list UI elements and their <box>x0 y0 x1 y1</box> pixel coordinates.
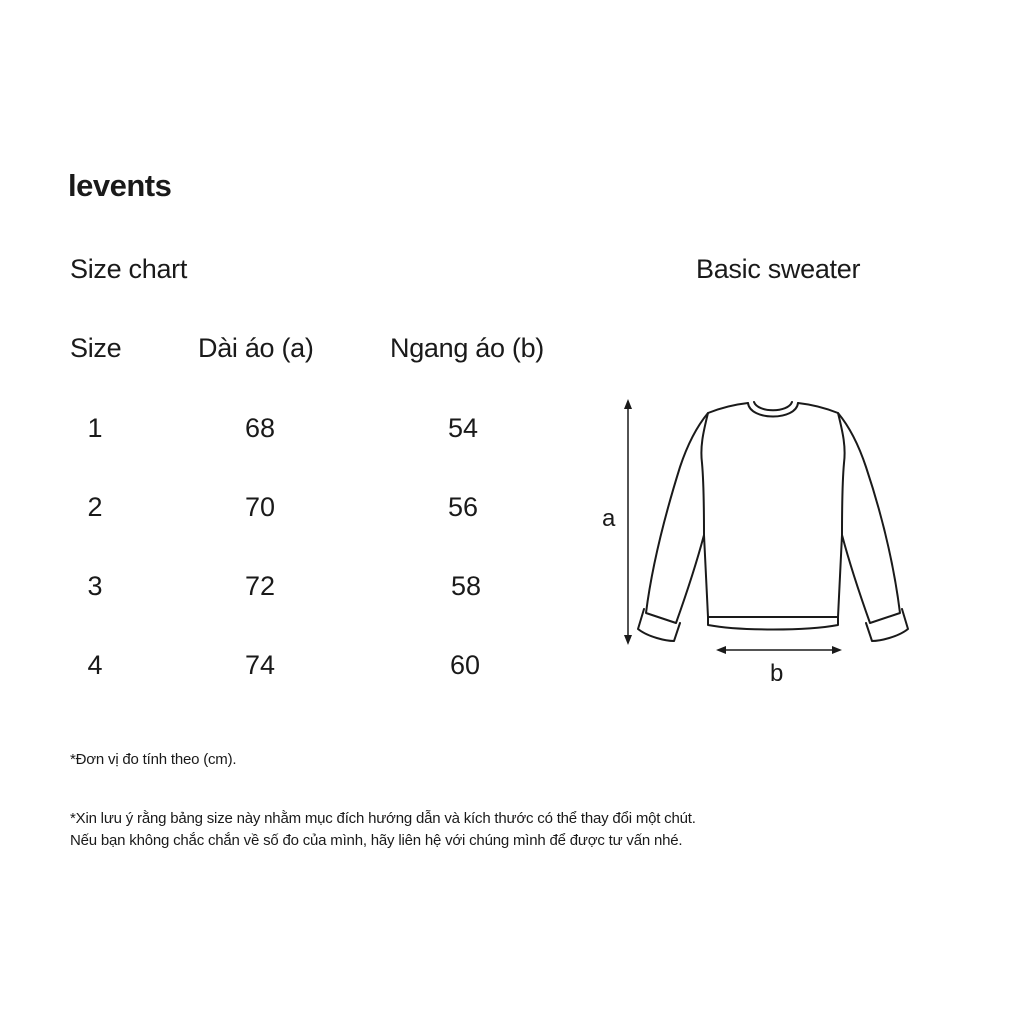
length-cell: 72 <box>244 571 276 601</box>
width-cell: 56 <box>447 492 479 522</box>
page-title: Size chart <box>70 254 188 284</box>
length-cell: 74 <box>244 650 276 680</box>
disclaimer-line-2: Nếu bạn không chắc chắn về số đo của mình, hãy liên hệ với chúng mình để được tư vấn nhé. <box>70 832 683 849</box>
sweater-diagram-icon <box>590 385 950 695</box>
header-width: Ngang áo (b) <box>390 333 544 363</box>
brand-logo: levents <box>68 168 172 203</box>
product-name: Basic sweater <box>696 254 861 284</box>
size-cell: 3 <box>87 571 103 601</box>
size-cell: 4 <box>87 650 103 680</box>
header-length: Dài áo (a) <box>198 333 314 363</box>
size-cell: 2 <box>87 492 103 522</box>
length-cell: 70 <box>244 492 276 522</box>
unit-note: *Đơn vị đo tính theo (cm). <box>70 751 237 768</box>
disclaimer-line-1: *Xin lưu ý rằng bảng size này nhằm mục đích hướng dẫn và kích thước có thể thay đổi một chút. <box>70 810 696 827</box>
width-cell: 54 <box>447 413 479 443</box>
dimension-a-label: a <box>602 505 616 532</box>
header-size: Size <box>70 333 122 363</box>
length-cell: 68 <box>244 413 276 443</box>
width-cell: 60 <box>449 650 481 680</box>
width-cell: 58 <box>450 571 482 601</box>
size-cell: 1 <box>87 413 103 443</box>
dimension-b-label: b <box>770 660 784 687</box>
